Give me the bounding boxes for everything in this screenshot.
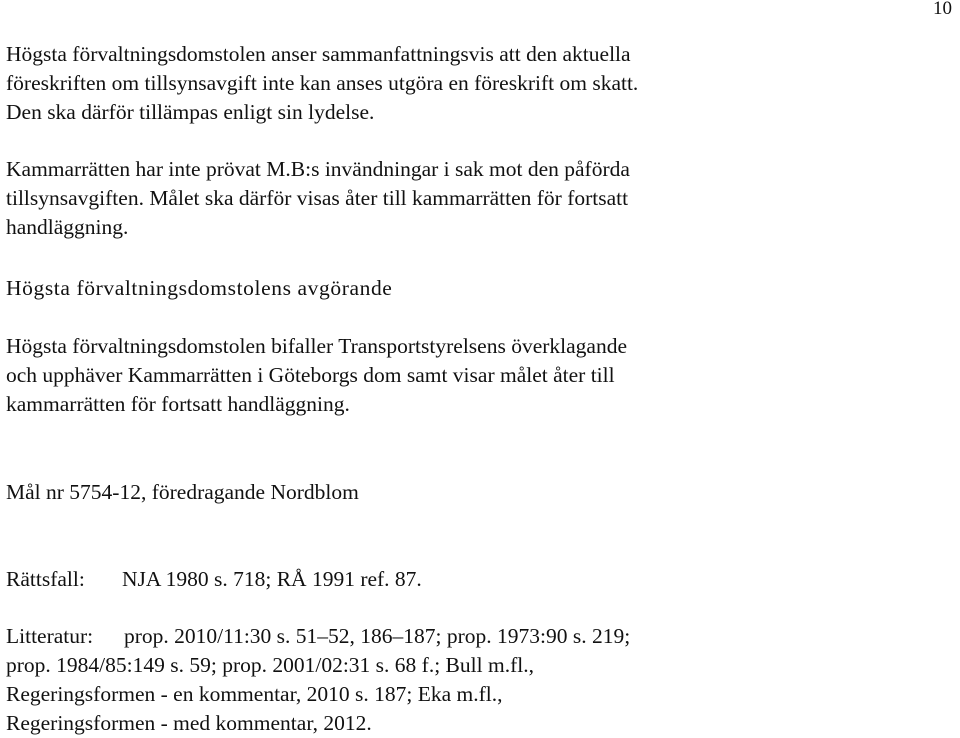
- text-line: Den ska därför tillämpas enligt sin lydelse.: [6, 100, 375, 124]
- litteratur-line: prop. 1984/85:149 s. 59; prop. 2001/02:31 s. 68 f.; Bull m.fl.,: [6, 653, 534, 677]
- text-line: och upphäver Kammarrätten i Göteborgs dom samt visar målet åter till: [6, 363, 615, 387]
- rattsfall-label: Rättsfall:: [6, 567, 85, 591]
- page-number: 10: [933, 0, 952, 19]
- paragraph-remand: [6, 155, 936, 242]
- text-line: tillsynsavgiften. Målet ska därför visas åter till kammarrätten för fortsatt: [6, 186, 629, 210]
- rattsfall-row: [6, 565, 936, 594]
- text-line: Högsta förvaltningsdomstolen anser sammanfattningsvis att den aktuella: [6, 42, 631, 66]
- litteratur-block: [6, 622, 936, 738]
- rattsfall-value: NJA 1980 s. 718; RÅ 1991 ref. 87.: [122, 567, 422, 591]
- paragraph-ruling: [6, 332, 936, 419]
- paragraph-conclusion: [6, 40, 936, 127]
- litteratur-line: prop. 2010/11:30 s. 51–52, 186–187; prop. 1973:90 s. 219;: [124, 624, 631, 648]
- section-heading: [6, 274, 936, 303]
- litteratur-label: Litteratur:: [6, 624, 94, 648]
- case-number-text: Mål nr 5754-12, föredragande Nordblom: [6, 480, 359, 504]
- case-number: [6, 478, 936, 507]
- litteratur-line: Regeringsformen - med kommentar, 2012.: [6, 711, 372, 735]
- litteratur-first-line: [6, 622, 936, 651]
- litteratur-line: Regeringsformen - en kommentar, 2010 s. 187; Eka m.fl.,: [6, 682, 503, 706]
- text-line: handläggning.: [6, 215, 129, 239]
- heading-text: Högsta förvaltningsdomstolens avgörande: [6, 276, 393, 300]
- text-line: Högsta förvaltningsdomstolen bifaller Transportstyrelsens överklagande: [6, 334, 628, 358]
- text-line: kammarrätten för fortsatt handläggning.: [6, 392, 350, 416]
- text-line: föreskriften om tillsynsavgift inte kan anses utgöra en föreskrift om skatt.: [6, 71, 639, 95]
- rattsfall-line: [6, 565, 936, 594]
- text-line: Kammarrätten har inte prövat M.B:s invändningar i sak mot den påförda: [6, 157, 630, 181]
